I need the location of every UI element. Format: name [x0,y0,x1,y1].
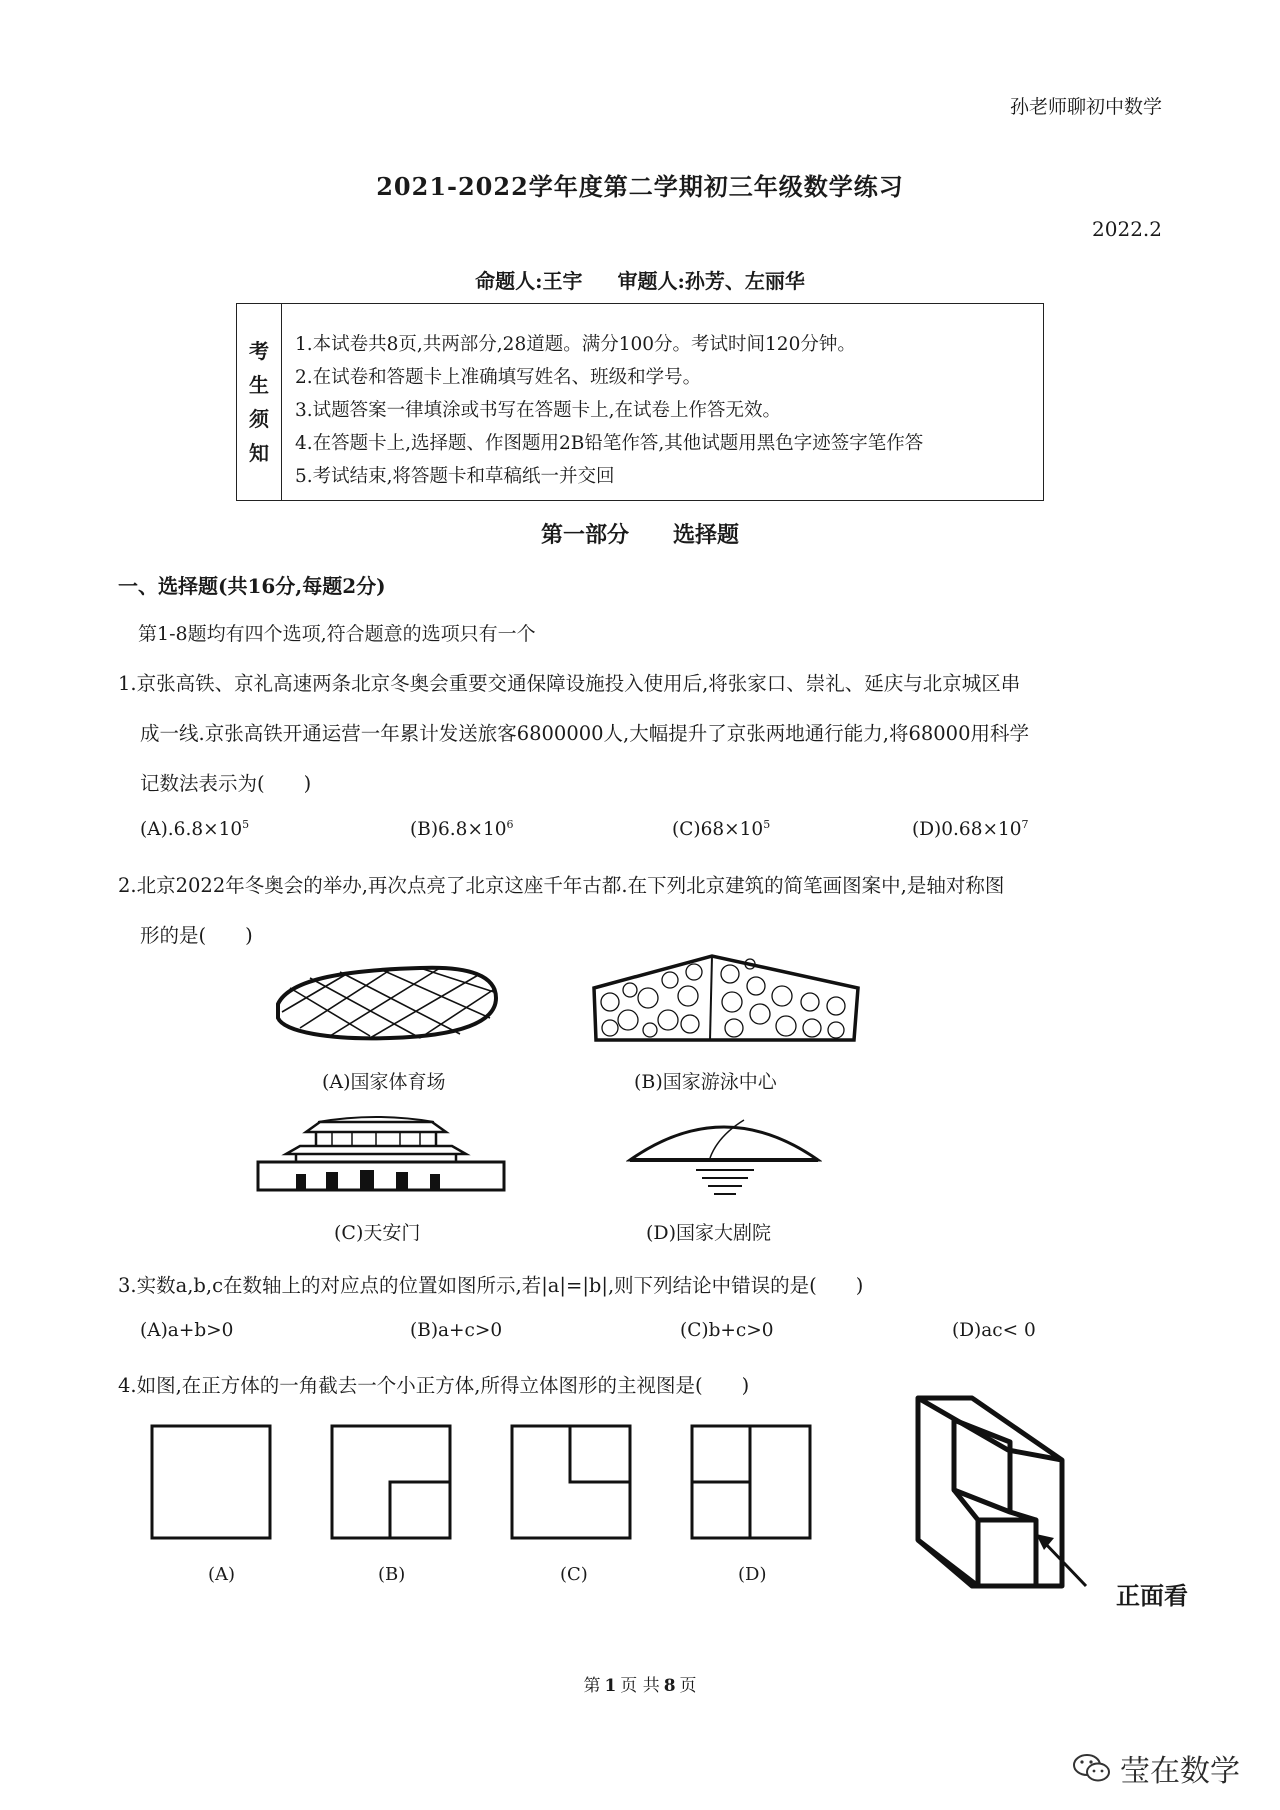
page-footer: 第 1 页 共 8 页 [583,1676,697,1696]
q4-figure-b [326,1420,456,1544]
notice-item: 2.在试卷和答题卡上准确填写姓名、班级和学号。 [295,367,702,388]
notice-box [236,303,1044,501]
notice-items [295,328,923,493]
question-setter: 命题人:王宇 [475,269,583,293]
q4-caption-d: (D) [738,1564,767,1585]
q1-line-3: 记数法表示为( ) [140,772,312,795]
q2-caption-d: (D)国家大剧院 [646,1222,772,1244]
page-title: 2021-2022学年度第二学期初三年级数学练习 [376,172,904,201]
notice-label-char: 考 [249,339,269,363]
watermark [1072,1746,1240,1790]
notice-label-char: 生 [249,373,269,397]
question-reviewer: 审题人:孙芳、左丽华 [617,269,805,293]
front-view-label: 正面看 [1116,1582,1188,1610]
part-title: 选择题 [673,522,740,548]
q3-option-d[interactable]: (D)ac< 0 [952,1320,1036,1341]
q4-caption-a: (A) [208,1564,236,1585]
q2-line-1: 2.北京2022年冬奥会的举办,再次点亮了北京这座千年古都.在下列北京建筑的简笔画图案中,是轴对称图 [118,874,1005,897]
q1-option-b[interactable]: $(B)6.8\times 10^6$ [410,818,514,841]
part-heading [0,518,1280,549]
q2-caption-a: (A)国家体育场 [322,1071,446,1093]
notice-label-char: 知 [249,441,269,465]
q1-option-d[interactable]: $(D)0.68\times 10^7$ [912,818,1029,841]
section-heading: 一、选择题(共16分,每题2分) [118,574,386,598]
q1-line-2: 成一线.京张高铁开通运营一年累计发送旅客6800000人,大幅提升了京张两地通行能力,将68000用科学 [140,722,1029,745]
q4-caption-c: (C) [560,1564,588,1585]
national-stadium-drawing [270,958,502,1044]
watermark-text: 莹在数学 [1120,1754,1240,1789]
total-pages: 8 [663,1676,676,1696]
q3-option-c[interactable]: (C)b+c>0 [680,1320,774,1341]
authors-line [0,265,1280,294]
notice-label [237,304,282,500]
q1-option-a[interactable]: $(A).6.8\times 10^5$ [140,818,250,841]
q3-line: 3.实数a,b,c在数轴上的对应点的位置如图所示,若|a|=|b|,则下列结论中错误的是( ) [118,1274,864,1297]
water-cube-drawing [590,950,860,1042]
notice-item: 4.在答题卡上,选择题、作图题用2B铅笔作答,其他试题用黑色字迹签字笔作答 [295,433,924,454]
q4-caption-b: (B) [378,1564,406,1585]
q4-figure-a [146,1420,276,1544]
q4-figure-d [686,1420,816,1544]
exam-date: 2022.2 [1092,217,1162,241]
q4-figure-c [506,1420,636,1544]
q2-line-2: 形的是( ) [140,924,253,947]
notice-item: 5.考试结束,将答题卡和草稿纸一并交回 [295,466,615,487]
notice-item: 1.本试卷共8页,共两部分,28道题。满分100分。考试时间120分钟。 [295,334,856,355]
section-intro: 第1-8题均有四个选项,符合题意的选项只有一个 [138,623,536,645]
page-number: 1 [604,1676,617,1696]
cut-cube-figure [912,1390,1102,1590]
q2-caption-c: (C)天安门 [334,1222,421,1244]
wechat-icon [1072,1752,1112,1784]
q2-caption-b: (B)国家游泳中心 [634,1071,777,1093]
grand-theatre-drawing [626,1112,822,1196]
source-label: 孙老师聊初中数学 [1009,96,1162,118]
notice-label-char: 须 [249,407,269,431]
q3-option-a[interactable]: (A)a+b>0 [140,1320,234,1341]
q4-line: 4.如图,在正方体的一角截去一个小正方体,所得立体图形的主视图是( ) [118,1374,750,1397]
q1-option-c[interactable]: $(C)68\times 10^5$ [672,818,771,841]
q3-option-b[interactable]: (B)a+c>0 [410,1320,503,1341]
part-name: 第一部分 [540,522,629,548]
q1-line-1: 1.京张高铁、京礼高速两条北京冬奥会重要交通保障设施投入使用后,将张家口、崇礼、延庆与北京城区串 [118,672,1021,695]
tiananmen-drawing [256,1110,506,1192]
notice-item: 3.试题答案一律填涂或书写在答题卡上,在试卷上作答无效。 [295,400,782,421]
